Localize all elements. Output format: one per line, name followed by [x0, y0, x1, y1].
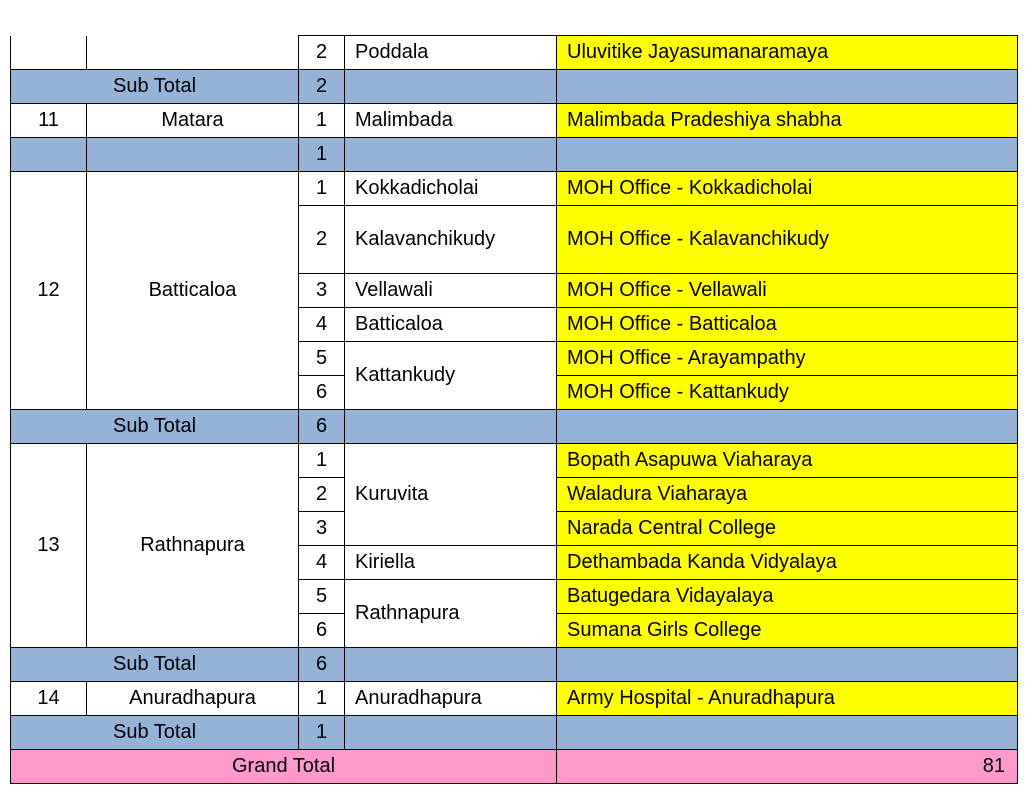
table-row — [11, 36, 1018, 70]
empty-cell — [557, 410, 1018, 444]
location-cell: Army Hospital - Anuradhapura — [557, 682, 1018, 716]
empty-cell — [87, 138, 299, 172]
location-cell: MOH Office - Batticaloa — [557, 308, 1018, 342]
district-number-cell: 11 — [11, 104, 87, 138]
empty-cell — [557, 70, 1018, 104]
subtotal-row — [11, 70, 1018, 104]
subtotal-count: 1 — [299, 138, 345, 172]
site-number-cell: 1 — [299, 682, 345, 716]
site-number-cell: 4 — [299, 308, 345, 342]
area-name-cell: Vellawali — [345, 274, 557, 308]
district-name-cell — [87, 36, 299, 70]
site-number-cell: 3 — [299, 512, 345, 546]
site-number-cell: 2 — [299, 478, 345, 512]
area-name-cell: Rathnapura — [345, 580, 557, 648]
subtotal-label: Sub Total — [11, 716, 299, 750]
grand-total-row — [11, 750, 1018, 784]
location-cell: MOH Office - Arayampathy — [557, 342, 1018, 376]
district-name-cell: Rathnapura — [87, 444, 299, 648]
empty-cell — [345, 648, 557, 682]
subtotal-count: 6 — [299, 410, 345, 444]
site-number-cell: 6 — [299, 376, 345, 410]
location-cell: Batugedara Vidayalaya — [557, 580, 1018, 614]
sites-table — [10, 35, 1018, 784]
sites-table-wrapper — [10, 35, 1018, 784]
district-name-cell: Batticaloa — [87, 172, 299, 410]
location-cell: Uluvitike Jayasumanaramaya — [557, 36, 1018, 70]
subtotal-row — [11, 138, 1018, 172]
district-number-cell: 13 — [11, 444, 87, 648]
site-number-cell: 1 — [299, 104, 345, 138]
location-cell: Sumana Girls College — [557, 614, 1018, 648]
table-row — [11, 444, 1018, 478]
subtotal-row — [11, 648, 1018, 682]
location-cell: Dethambada Kanda Vidyalaya — [557, 546, 1018, 580]
sites-table-body — [11, 36, 1018, 784]
empty-cell — [345, 70, 557, 104]
empty-cell — [557, 716, 1018, 750]
table-row — [11, 682, 1018, 716]
location-cell: Waladura Viaharaya — [557, 478, 1018, 512]
table-row — [11, 172, 1018, 206]
area-name-cell: Anuradhapura — [345, 682, 557, 716]
district-number-cell — [11, 36, 87, 70]
site-number-cell: 1 — [299, 172, 345, 206]
site-number-cell: 2 — [299, 206, 345, 274]
empty-cell — [345, 138, 557, 172]
subtotal-count: 1 — [299, 716, 345, 750]
area-name-cell: Batticaloa — [345, 308, 557, 342]
district-name-cell: Matara — [87, 104, 299, 138]
subtotal-row — [11, 716, 1018, 750]
district-number-cell: 14 — [11, 682, 87, 716]
site-number-cell: 5 — [299, 580, 345, 614]
subtotal-label: Sub Total — [11, 70, 299, 104]
area-name-cell: Kokkadicholai — [345, 172, 557, 206]
grand-total-value: 81 — [557, 750, 1018, 784]
location-cell: MOH Office - Vellawali — [557, 274, 1018, 308]
area-name-cell: Kiriella — [345, 546, 557, 580]
area-name-cell: Malimbada — [345, 104, 557, 138]
subtotal-label: Sub Total — [11, 410, 299, 444]
site-number-cell: 3 — [299, 274, 345, 308]
area-name-cell: Kuruvita — [345, 444, 557, 546]
location-cell: MOH Office - Kalavanchikudy — [557, 206, 1018, 274]
location-cell: Malimbada Pradeshiya shabha — [557, 104, 1018, 138]
location-cell: MOH Office - Kattankudy — [557, 376, 1018, 410]
district-name-cell: Anuradhapura — [87, 682, 299, 716]
location-cell: MOH Office - Kokkadicholai — [557, 172, 1018, 206]
table-row — [11, 104, 1018, 138]
subtotal-label: Sub Total — [11, 648, 299, 682]
subtotal-count: 2 — [299, 70, 345, 104]
grand-total-label: Grand Total — [11, 750, 557, 784]
empty-cell — [557, 648, 1018, 682]
area-name-cell: Kalavanchikudy — [345, 206, 557, 274]
site-number-cell: 6 — [299, 614, 345, 648]
empty-cell — [345, 410, 557, 444]
area-name-cell: Poddala — [345, 36, 557, 70]
site-number-cell: 1 — [299, 444, 345, 478]
empty-cell — [345, 716, 557, 750]
site-number-cell: 4 — [299, 546, 345, 580]
location-cell: Narada Central College — [557, 512, 1018, 546]
area-name-cell: Kattankudy — [345, 342, 557, 410]
site-number-cell: 5 — [299, 342, 345, 376]
site-number-cell: 2 — [299, 36, 345, 70]
subtotal-count: 6 — [299, 648, 345, 682]
empty-cell — [11, 138, 87, 172]
district-number-cell: 12 — [11, 172, 87, 410]
empty-cell — [557, 138, 1018, 172]
subtotal-row — [11, 410, 1018, 444]
location-cell: Bopath Asapuwa Viaharaya — [557, 444, 1018, 478]
